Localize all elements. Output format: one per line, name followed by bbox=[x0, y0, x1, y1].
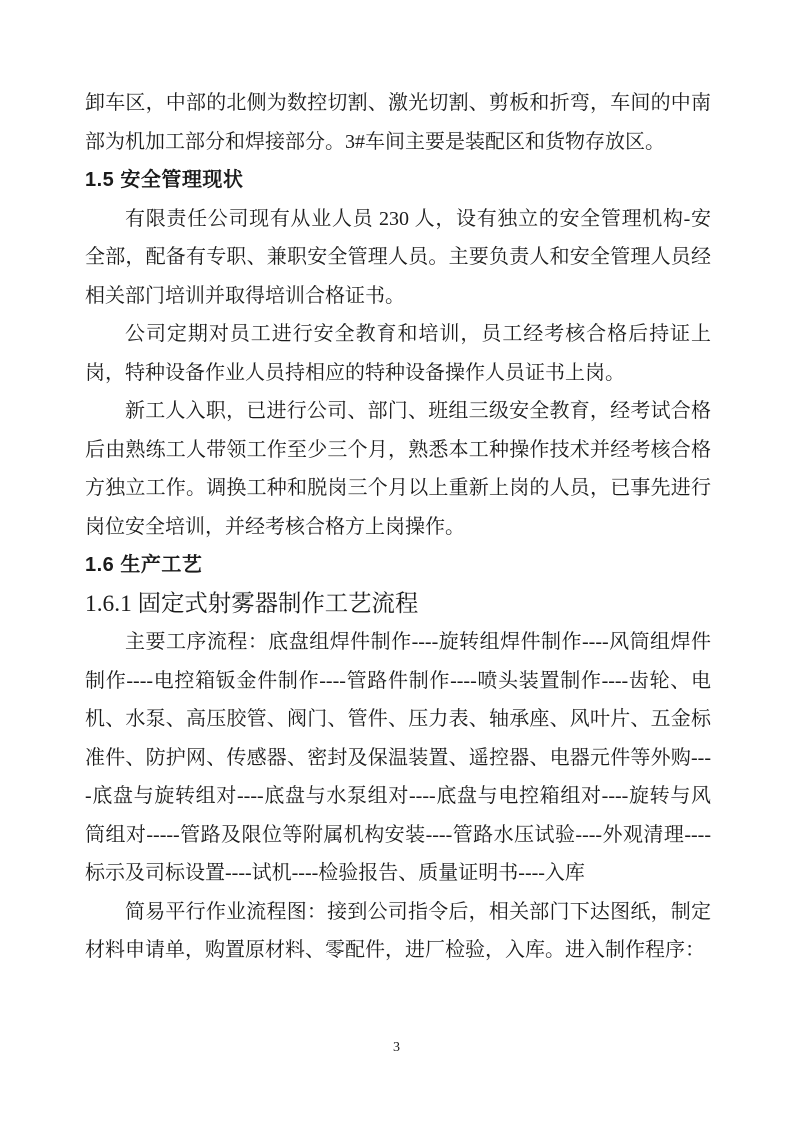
paragraph-employee-training: 公司定期对员工进行安全教育和培训，员工经考核合格后持证上岗，特种设备作业人员持相应的特种设备操作人员证书上岗。 bbox=[85, 323, 711, 384]
paragraph-parallel-workflow: 简易平行作业流程图：接到公司指令后，相关部门下达图纸，制定材料申请单，购置原材料、零配件，进厂检验，入库。进入制作程序： bbox=[85, 900, 711, 961]
heading-1-6-production-process: 1.6 生产工艺 bbox=[85, 554, 203, 576]
paragraph-new-worker-induction: 新工人入职，已进行公司、部门、班组三级安全教育，经考试合格后由熟练工人带领工作至少三个月，熟悉本工种操作技术并经考核合格方独立工作。调换工种和脱岗三个月以上重新上岗的人员，已事先进行岗位安全培训，并经考核合格方上岗操作。 bbox=[85, 400, 711, 538]
paragraph-workshop-layout-continued: 卸车区，中部的北侧为数控切割、激光切割、剪板和折弯，车间的中南部为机加工部分和焊接部分。3#车间主要是装配区和货物存放区。 bbox=[85, 92, 711, 153]
heading-1-6-1-fixed-sprayer-process: 1.6.1 固定式射雾器制作工艺流程 bbox=[85, 590, 419, 617]
paragraph-staffing-and-safety-dept: 有限责任公司现有从业人员 230 人，设有独立的安全管理机构-安全部，配备有专职、兼职安全管理人员。主要负责人和安全管理人员经相关部门培训并取得培训合格证书。 bbox=[85, 207, 711, 307]
page-number: 3 bbox=[393, 1040, 400, 1055]
paragraph-main-process-flow: 主要工序流程：底盘组焊件制作----旋转组焊件制作----风筒组焊件制作----电控箱钣金件制作----管路件制作----喷头装置制作----齿轮、电机、水泵、高压胶管、阀门、管件、压力表、轴承座、风叶片、五金标准件、防护网、传感器、密封及保温装置、遥控器、电器元件等外购----底盘与旋转组对----底盘与水泵组对----底盘与电控箱组对----旋转与风筒组对-----管路及限位等附属机构安装----管路水压试验----外观清理----标示及司标设置----试机----检验报告、质量证明书----入库 bbox=[85, 631, 711, 884]
heading-1-5-safety-management-status: 1.5 安全管理现状 bbox=[85, 169, 244, 191]
